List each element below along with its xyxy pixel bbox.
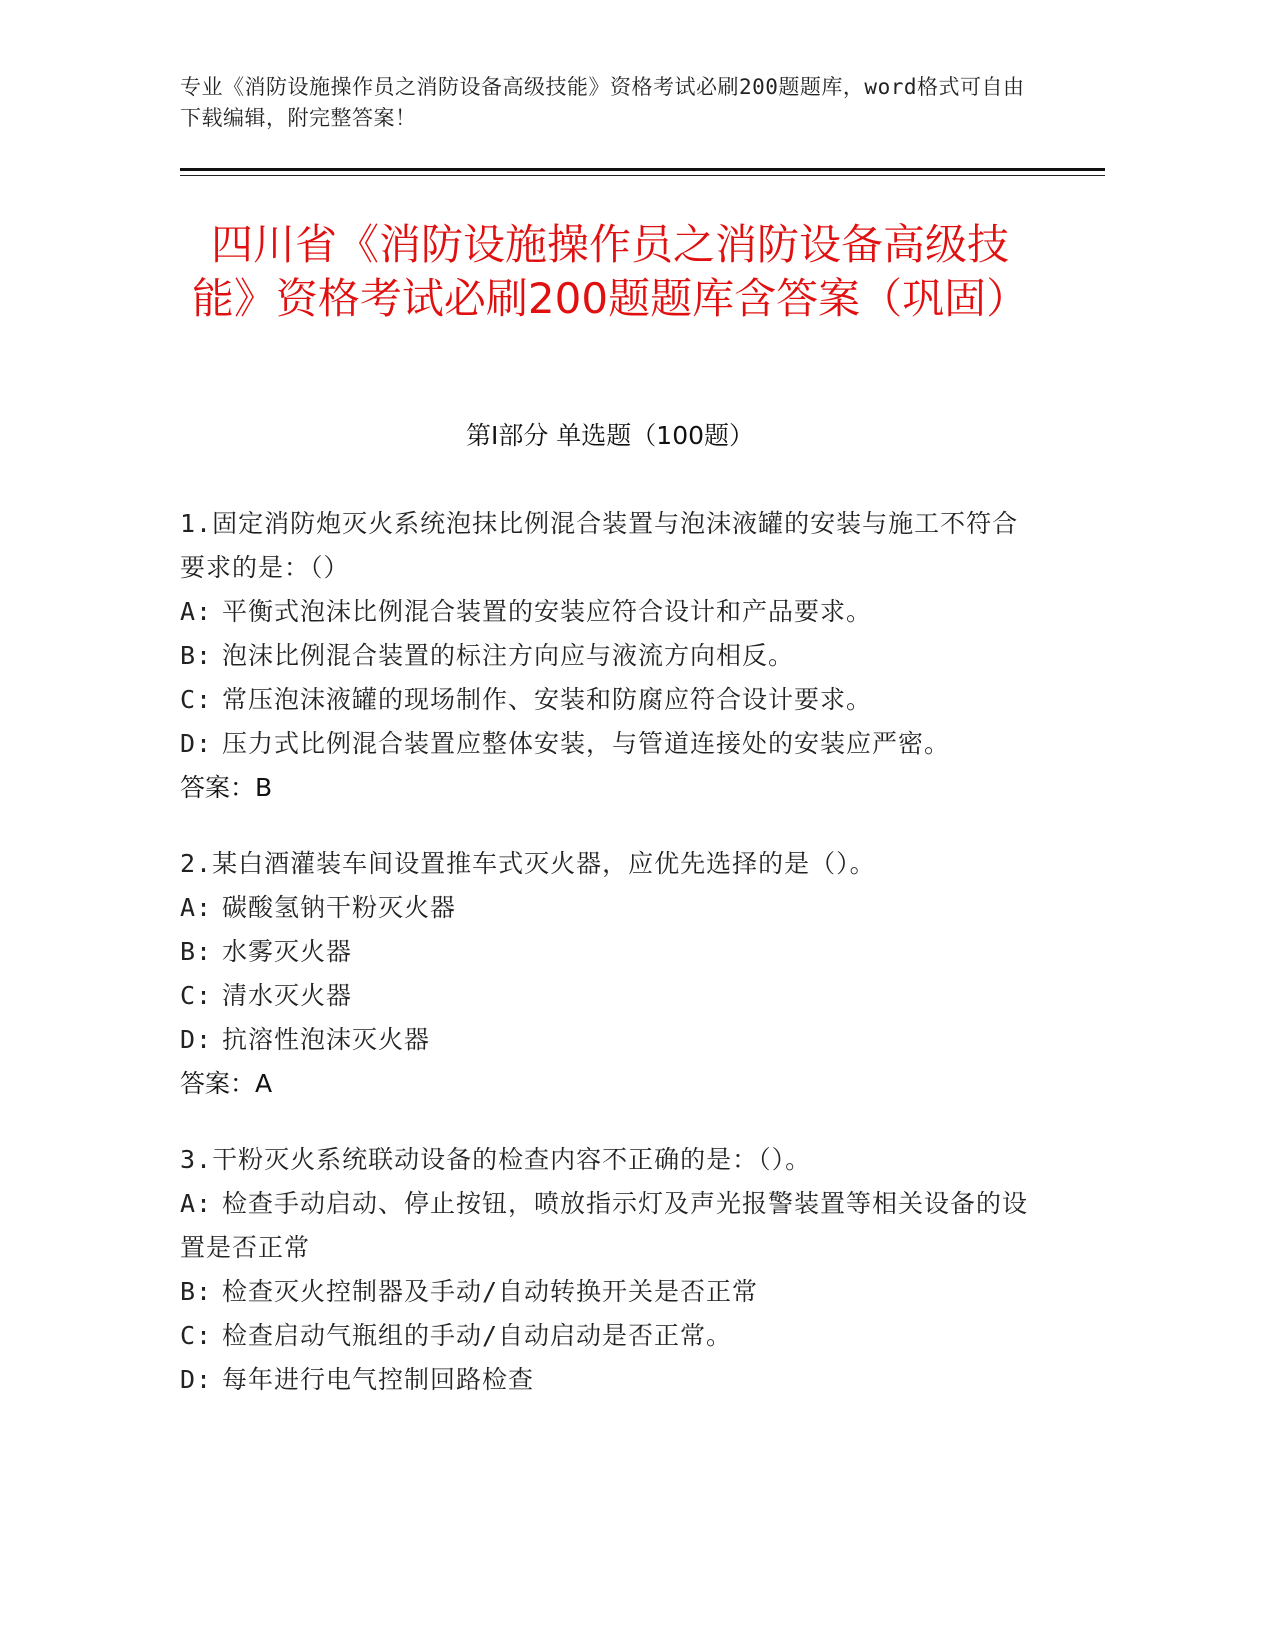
- option-c: [180, 974, 1040, 1018]
- option-d: [180, 1018, 1040, 1062]
- document-title: 四川省《消防设施操作员之消防设备高级技能》资格考试必刷200题题库含答案（巩固）: [191, 220, 1029, 323]
- option-letter: B:: [180, 937, 213, 966]
- option-b: [180, 634, 1040, 678]
- option-letter: B:: [180, 641, 213, 670]
- option-d: [180, 722, 1040, 766]
- option-letter: A:: [180, 893, 213, 922]
- option-text: 清水灭火器: [222, 981, 353, 1010]
- option-letter: A:: [180, 597, 213, 626]
- option-text: 水雾灭火器: [222, 937, 353, 966]
- option-text: 泡沫比例混合装置的标注方向应与液流方向相反。: [222, 641, 795, 670]
- option-text: 常压泡沫液罐的现场制作、安装和防腐应符合设计要求。: [222, 685, 873, 714]
- option-letter: C:: [180, 981, 213, 1010]
- question-1: [180, 502, 1040, 810]
- option-c: [180, 1314, 1040, 1358]
- option-a: [180, 590, 1040, 634]
- question-2: [180, 842, 1040, 1106]
- option-b: [180, 930, 1040, 974]
- option-text: 抗溶性泡沫灭火器: [222, 1025, 431, 1054]
- option-a: [180, 1182, 1040, 1270]
- option-c: [180, 678, 1040, 722]
- question-text: 2.某白酒灌装车间设置推车式灭火器，应优先选择的是（）。: [180, 849, 876, 878]
- option-b: [180, 1270, 1040, 1314]
- question-text: 3.干粉灭火系统联动设备的检查内容不正确的是：（）。: [180, 1145, 812, 1174]
- option-text: 检查手动启动、停止按钮，喷放指示灯及声光报警装置等相关设备的设置是否正常: [180, 1189, 1029, 1262]
- option-letter: D:: [180, 1365, 213, 1394]
- option-text: 每年进行电气控制回路检查: [222, 1365, 535, 1394]
- option-text: 检查灭火控制器及手动/自动转换开关是否正常: [222, 1277, 759, 1306]
- option-text: 检查启动气瓶组的手动/自动启动是否正常。: [222, 1321, 733, 1350]
- option-letter: A:: [180, 1189, 213, 1218]
- question-text: 1.固定消防炮灭火系统泡抹比例混合装置与泡沫液罐的安装与施工不符合要求的是：（）: [180, 509, 1019, 582]
- option-letter: D:: [180, 729, 213, 758]
- answer: 答案：B: [180, 773, 273, 802]
- question-3: [180, 1138, 1040, 1402]
- option-d: [180, 1358, 1040, 1402]
- section-heading: 第I部分 单选题（100题）: [465, 421, 755, 450]
- header-rule-thin: [180, 175, 1105, 176]
- question-list: [180, 502, 1040, 1434]
- option-letter: D:: [180, 1025, 213, 1054]
- option-a: [180, 886, 1040, 930]
- option-letter: C:: [180, 1321, 213, 1350]
- option-letter: C:: [180, 685, 213, 714]
- answer: 答案：A: [180, 1069, 273, 1098]
- option-letter: B:: [180, 1277, 213, 1306]
- option-text: 平衡式泡沫比例混合装置的安装应符合设计和产品要求。: [222, 597, 873, 626]
- header-rule-thick: [180, 168, 1105, 171]
- header-note: 专业《消防设施操作员之消防设备高级技能》资格考试必刷200题题库，word格式可自由下载编辑，附完整答案！: [180, 75, 1025, 130]
- option-text: 碳酸氢钠干粉灭火器: [222, 893, 457, 922]
- option-text: 压力式比例混合装置应整体安装，与管道连接处的安装应严密。: [222, 729, 951, 758]
